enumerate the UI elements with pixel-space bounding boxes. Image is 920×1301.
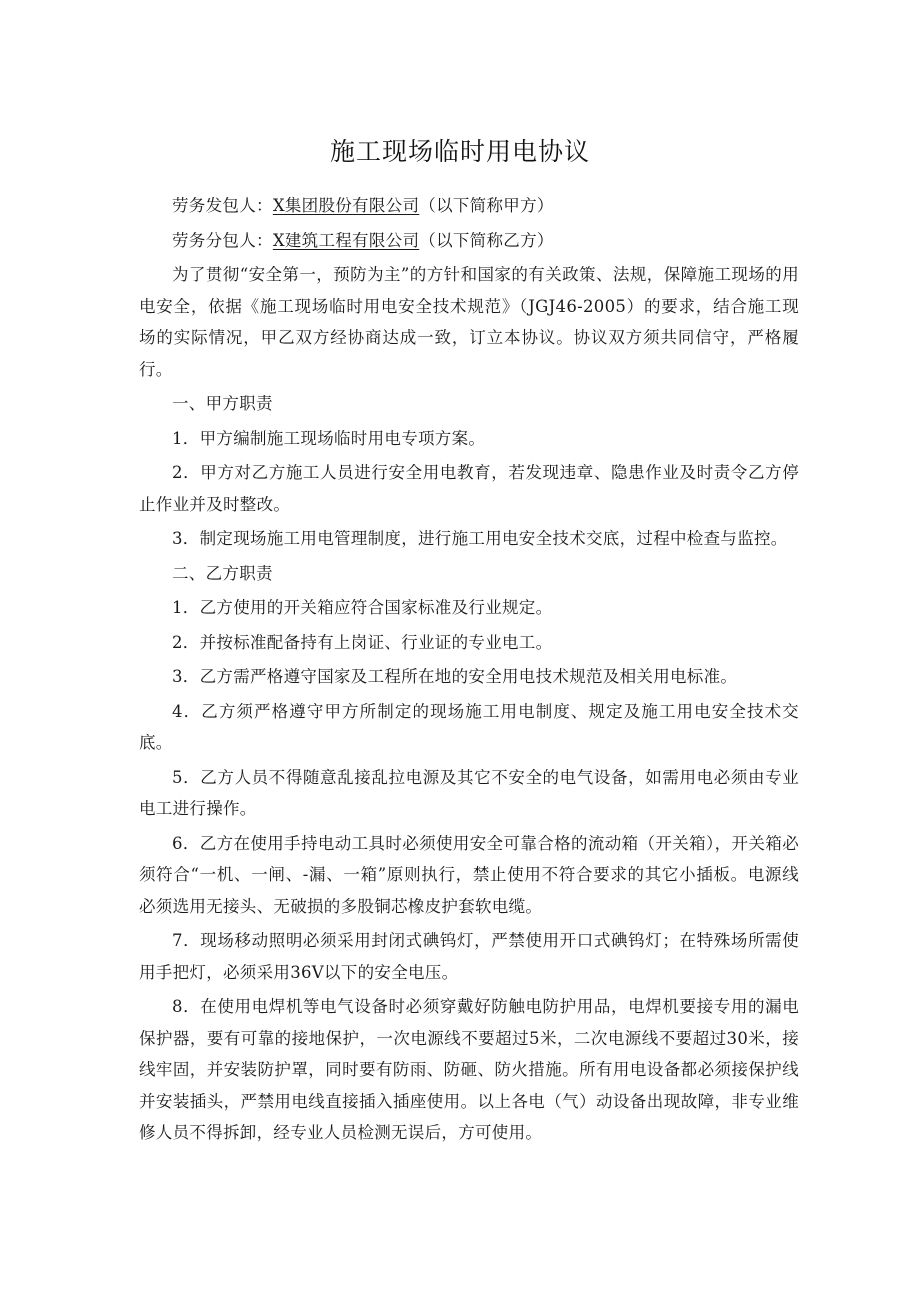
section-a-heading: 一、甲方职责 (172, 394, 273, 413)
party-b-label: 劳务分包人： (172, 230, 273, 250)
document-title: 施工现场临时用电协议 (329, 137, 590, 166)
section-b-heading: 二、乙方职责 (172, 563, 273, 583)
section-b-item: 4．乙方须严格遵守甲方所制定的现场施工用电制度、规定及施工用电安全技术交底。 (139, 701, 799, 752)
section-a-item: 2．甲方对乙方施工人员进行安全用电教育，若发现违章、隐患作业及时责令乙方停止作业并及时整改。 (139, 463, 799, 514)
intro-paragraph: 为了贯彻“安全第一，预防为主”的方针和国家的有关政策、法规，保障施工现场的用电安全，依据《施工现场临时用电安全技术规范》（JGJ46-2005）的要求，结合施工现场的实际情况，甲乙双方经协商达成一致，订立本协议。协议双方须共同信守，严格履行。 (139, 265, 799, 379)
party-a-name: X集团股份有限公司 (272, 196, 420, 215)
section-b-item: 8．在使用电焊机等电气设备时必须穿戴好防触电防护用品，电焊机要接专用的漏电保护器，要有可靠的接地保护，一次电源线不要超过5米，二次电源线不要超过30米，接线牢固，并安装防护罩，同时要有防雨、防砸、防火措施。所有用电设备都必须接保护线并安装插头，严禁用电线直接插入插座使用。以上各电（气）动设备出现故障，非专业维修人员不得拆卸，经专业人员检测无误后，方可使用。 (139, 997, 799, 1142)
section-b-item: 7．现场移动照明必须采用封闭式碘钨灯，严禁使用开口式碘钨灯；在特殊场所需使用手把灯，必须采用36V以下的安全电压。 (139, 931, 799, 982)
section-a-item: 1．甲方编制施工现场临时用电专项方案。 (172, 428, 486, 448)
section-b-item: 5．乙方人员不得随意乱接乱拉电源及其它不安全的电气设备，如需用电必须由专业电工进行操作。 (139, 767, 799, 818)
party-a-label: 劳务发包人： (172, 196, 273, 215)
section-a-item: 3．制定现场施工用电管理制度，进行施工用电安全技术交底，过程中检查与监控。 (172, 529, 788, 548)
party-a-line (139, 190, 799, 222)
party-b-line (139, 225, 799, 257)
party-b-name: X建筑工程有限公司 (272, 230, 420, 250)
document-body (139, 190, 799, 1152)
section-b-item: 2．并按标准配备持有上岗证、行业证的专业电工。 (172, 632, 553, 652)
section-b-item: 1．乙方使用的开关箱应符合国家标准及行业规定。 (172, 598, 553, 617)
section-b-item: 3．乙方需严格遵守国家及工程所在地的安全用电技术规范及相关用电标准。 (172, 667, 738, 686)
party-a-note: （以下简称甲方） (419, 196, 554, 215)
party-b-note: （以下简称乙方） (419, 230, 554, 250)
section-b-item: 6．乙方在使用手持电动工具时必须使用安全可靠合格的流动箱（开关箱），开关箱必须符合“一机、一闸、-漏、一箱”原则执行，禁止使用不符合要求的其它小插板。电源线必须选用无接头、无破损的多股铜芯橡皮护套软电缆。 (139, 833, 799, 916)
